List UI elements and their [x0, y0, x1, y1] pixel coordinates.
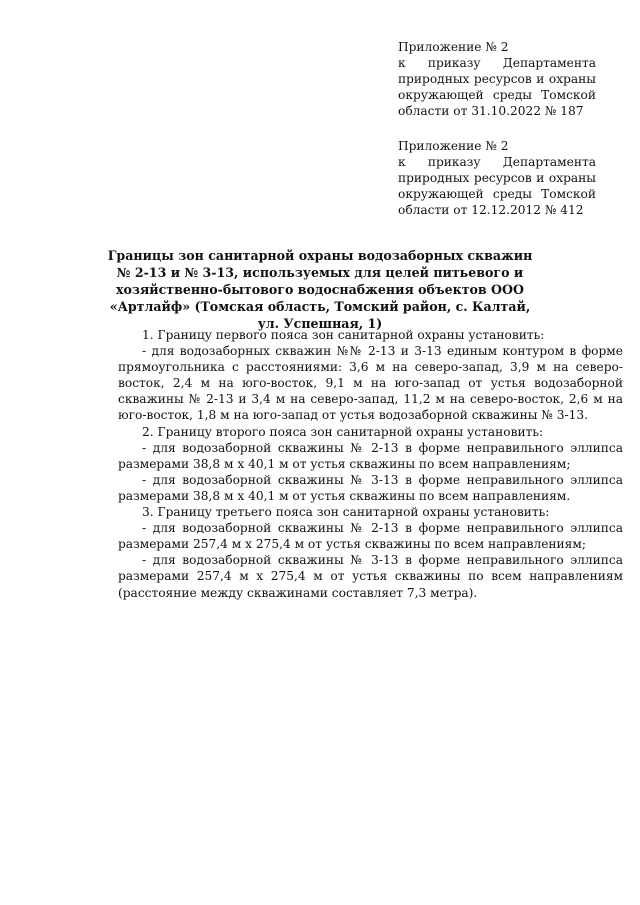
- appendix-reference-text: к приказу Департамента природных ресурсов и охраны окружающей среды Томской области от 31.10.2022 № 187: [398, 56, 596, 119]
- document-title: Границы зон санитарной охраны водозаборных скважин № 2-13 и № 3-13, используемых для целей питьевого и хозяйственно-бытового водоснабжения объектов ООО «Артлайф» (Томская область, Томский район, с. Калтай, ул. Успешная, 1): [107, 248, 533, 331]
- section-2-well-3-13-item: - для водозаборной скважины № 3-13 в форме неправильного эллипса размерами 38,8 м х 40,1 м от устья скважины по всем направлениям.: [118, 472, 623, 503]
- section-3-well-2-13-item: - для водозаборной скважины № 2-13 в форме неправильного эллипса размерами 257,4 м х 275,4 м от устья скважины по всем направлениям;: [118, 521, 623, 552]
- section-1-heading: 1. Границу первого пояса зон санитарной охраны установить:: [142, 328, 545, 342]
- appendix-header-original: [398, 138, 596, 218]
- section-2-heading: 2. Границу второго пояса зон санитарной охраны установить:: [142, 424, 544, 439]
- section-3-well-3-13-item: - для водозаборной скважины № 3-13 в форме неправильного эллипса размерами 257,4 м х 275,4 м от устья скважины по всем направлениям (расстояние между скважинами составляет 7,3 метра).: [118, 553, 623, 600]
- appendix-title: Приложение № 2: [398, 139, 509, 153]
- appendix-title: Приложение № 2: [398, 40, 509, 54]
- document-body: [118, 327, 623, 601]
- section-2-well-2-13-item: - для водозаборной скважины № 2-13 в форме неправильного эллипса размерами 38,8 м х 40,1 м от устья скважины по всем направлениям;: [118, 440, 623, 471]
- appendix-header-current: [398, 39, 596, 119]
- section-1-wells-item: - для водозаборных скважин №№ 2-13 и 3-13 единым контуром в форме прямоугольника с расстояниями: 3,6 м на северо-запад, 3,9 м на северо-восток, 2,4 м на юго-восток, 9,1 м на юго-запад от устья водозаборной скважины № 2-13 и 3,4 м на северо-запад, 11,2 м на северо-восток, 2,6 м на юго-восток, 1,8 м на юго-запад от устья водозаборной скважины № 3-13.: [118, 344, 623, 423]
- section-3-heading: 3. Границу третьего пояса зон санитарной охраны установить:: [142, 505, 550, 520]
- appendix-reference-text: к приказу Департамента природных ресурсов и охраны окружающей среды Томской области от 12.12.2012 № 412: [398, 155, 596, 218]
